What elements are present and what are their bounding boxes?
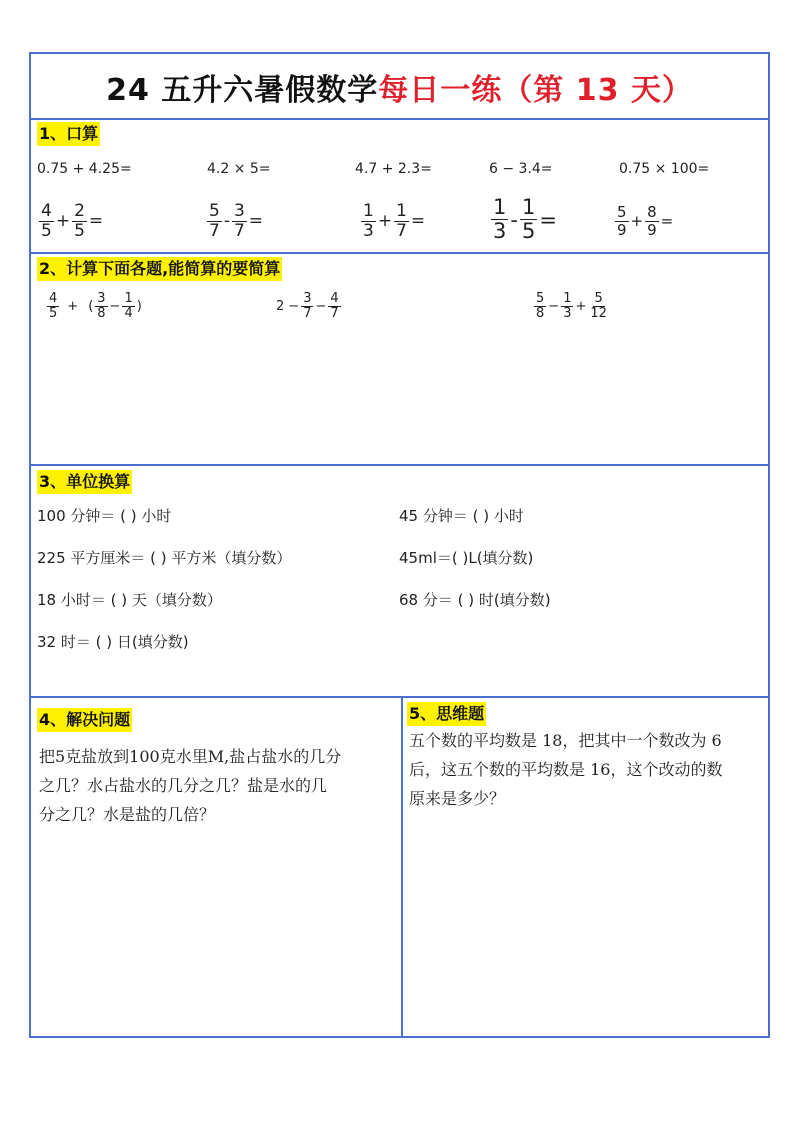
- unit-conversion-item: 68 分＝ ( ) 时(填分数): [399, 591, 551, 609]
- unit-conversion-item: 100 分钟＝ ( ) 小时: [37, 507, 172, 525]
- title-main: 24 五升六暑假数学: [106, 73, 379, 108]
- fraction-item: $\frac{4}{5}$ + $\frac{2}{5}$ =: [41, 201, 104, 241]
- section-2-heading: 2、计算下面各题,能简算的要简算: [37, 257, 282, 281]
- section-3-heading: 3、单位换算: [37, 470, 132, 494]
- unit-conversion-item: 32 时＝ ( ) 日(填分数): [37, 633, 189, 651]
- divider: [31, 252, 768, 254]
- oral-item: 4.2 × 5=: [207, 161, 271, 177]
- thinking-problem-text: 五个数的平均数是 18，把其中一个数改为 6 后，这五个数的平均数是 16，这个改动的数 原来是多少？: [409, 731, 723, 808]
- oral-item: 6 − 3.4=: [489, 161, 553, 177]
- calc-problem-2: 2 − $\frac{3}{7}$ − $\frac{4}{7}$: [276, 291, 339, 322]
- fraction-item: $\frac{1}{3}$ - $\frac{1}{5}$ =: [493, 195, 557, 244]
- fraction-item: $\frac{1}{3}$ + $\frac{1}{7}$ =: [363, 201, 426, 241]
- unit-conversion-item: 45 分钟＝ ( ) 小时: [399, 507, 524, 525]
- divider: [31, 696, 768, 698]
- page-title: [31, 54, 768, 120]
- worksheet: [29, 52, 770, 1038]
- title-highlight: 每日一练（第 13 天）: [378, 73, 693, 108]
- fraction-item: $\frac{5}{7}$ - $\frac{3}{7}$ =: [209, 201, 264, 241]
- section-5-heading: 5、思维题: [407, 702, 486, 726]
- unit-conversion-item: 18 小时＝ ( ) 天（填分数）: [37, 591, 222, 609]
- unit-conversion-item: 225 平方厘米＝ ( ) 平方米（填分数）: [37, 549, 292, 567]
- calc-problem-1: $\frac{4}{5}$ + ( $\frac{3}{8}$ − $\frac{1}{4}$ ): [49, 291, 142, 322]
- unit-conversion-item: 45ml＝( )L(填分数): [399, 549, 534, 567]
- oral-item: 4.7 + 2.3=: [355, 161, 432, 177]
- fraction-item: $\frac{5}{9}$ + $\frac{8}{9}$ =: [617, 203, 674, 239]
- divider: [31, 118, 768, 120]
- section-1-heading: 1、口算: [37, 122, 100, 146]
- divider-vertical: [401, 696, 403, 1038]
- word-problem-text: 把5克盐放到100克水里M,盐占盐水的几分 之几？水占盐水的几分之几？盐是水的几 分之几？水是盐的几倍？: [39, 747, 342, 824]
- oral-item: 0.75 + 4.25=: [37, 161, 132, 177]
- divider: [31, 464, 768, 466]
- section-4-heading: 4、解决问题: [37, 708, 132, 732]
- calc-problem-3: $\frac{5}{8}$ − $\frac{1}{3}$ + $\frac{5}{12}$: [536, 291, 607, 322]
- oral-item: 0.75 × 100=: [619, 161, 710, 177]
